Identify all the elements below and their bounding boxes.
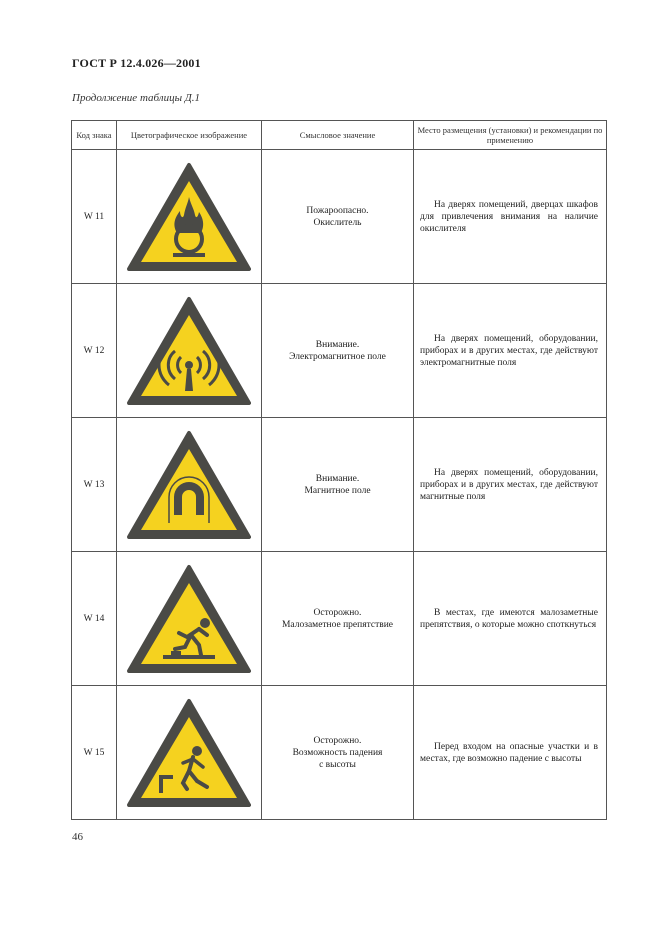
meaning-line: Магнитное поле [304,485,371,496]
signs-table [71,120,607,820]
sign-image [117,150,262,284]
placement-text: На дверях помещений, дверцах шкафов для привлечения внимания на наличие окислителя [420,199,598,234]
sign-meaning [262,686,414,820]
sign-placement [414,552,607,686]
oxidizer-warning-icon [127,161,251,273]
sign-image [117,418,262,552]
sign-placement [414,686,607,820]
placement-text: Перед входом на опасные участки и в местах, где возможно падение с высоты [420,741,598,764]
meaning-line: Осторожно. [313,607,362,618]
sign-meaning [262,418,414,552]
column-header-image: Цветографическое изображение [117,121,262,150]
electromagnetic-field-warning-icon [127,295,251,407]
sign-meaning [262,552,414,686]
table-caption: Продолжение таблицы Д.1 [72,92,201,104]
column-header-meaning: Смысловое значение [262,121,414,150]
sign-code: W 15 [72,686,117,820]
page-number: 46 [72,831,83,843]
meaning-line: Пожароопасно. [306,205,369,216]
fall-from-height-warning-icon [127,697,251,809]
sign-meaning [262,150,414,284]
magnetic-field-warning-icon [127,429,251,541]
sign-code: W 12 [72,284,117,418]
sign-placement [414,284,607,418]
placement-text: На дверях помещений, оборудовании, приборах и в других местах, где действуют магнитные поля [420,467,598,502]
table-row [72,150,607,284]
tripping-hazard-warning-icon [127,563,251,675]
meaning-line: Внимание. [315,339,360,350]
sign-placement [414,418,607,552]
meaning-line: с высоты [319,759,356,770]
sign-code: W 11 [72,150,117,284]
sign-code: W 14 [72,552,117,686]
meaning-line: Малозаметное препятствие [281,619,394,630]
placement-text: На дверях помещений, оборудовании, приборах и в других местах, где действуют электромагнитные поля [420,333,598,368]
sign-code: W 13 [72,418,117,552]
table-row [72,284,607,418]
meaning-line: Окислитель [313,217,362,228]
meaning-line: Осторожно. [313,735,362,746]
meaning-line: Внимание. [315,473,360,484]
sign-image [117,284,262,418]
document-header: ГОСТ Р 12.4.026—2001 [72,56,201,70]
meaning-line: Возможность падения [292,747,383,758]
sign-image [117,552,262,686]
table-row [72,686,607,820]
column-header-placement: Место размещения (установки) и рекомендации по применению [414,121,607,150]
sign-meaning [262,284,414,418]
meaning-line: Электромагнитное поле [289,351,386,362]
sign-image [117,686,262,820]
table-row [72,418,607,552]
placement-text: В местах, где имеются малозаметные препятствия, о которые можно споткнуться [420,607,598,630]
table-row [72,552,607,686]
column-header-code: Код знака [72,121,117,150]
table-header-row [72,121,607,150]
sign-placement [414,150,607,284]
